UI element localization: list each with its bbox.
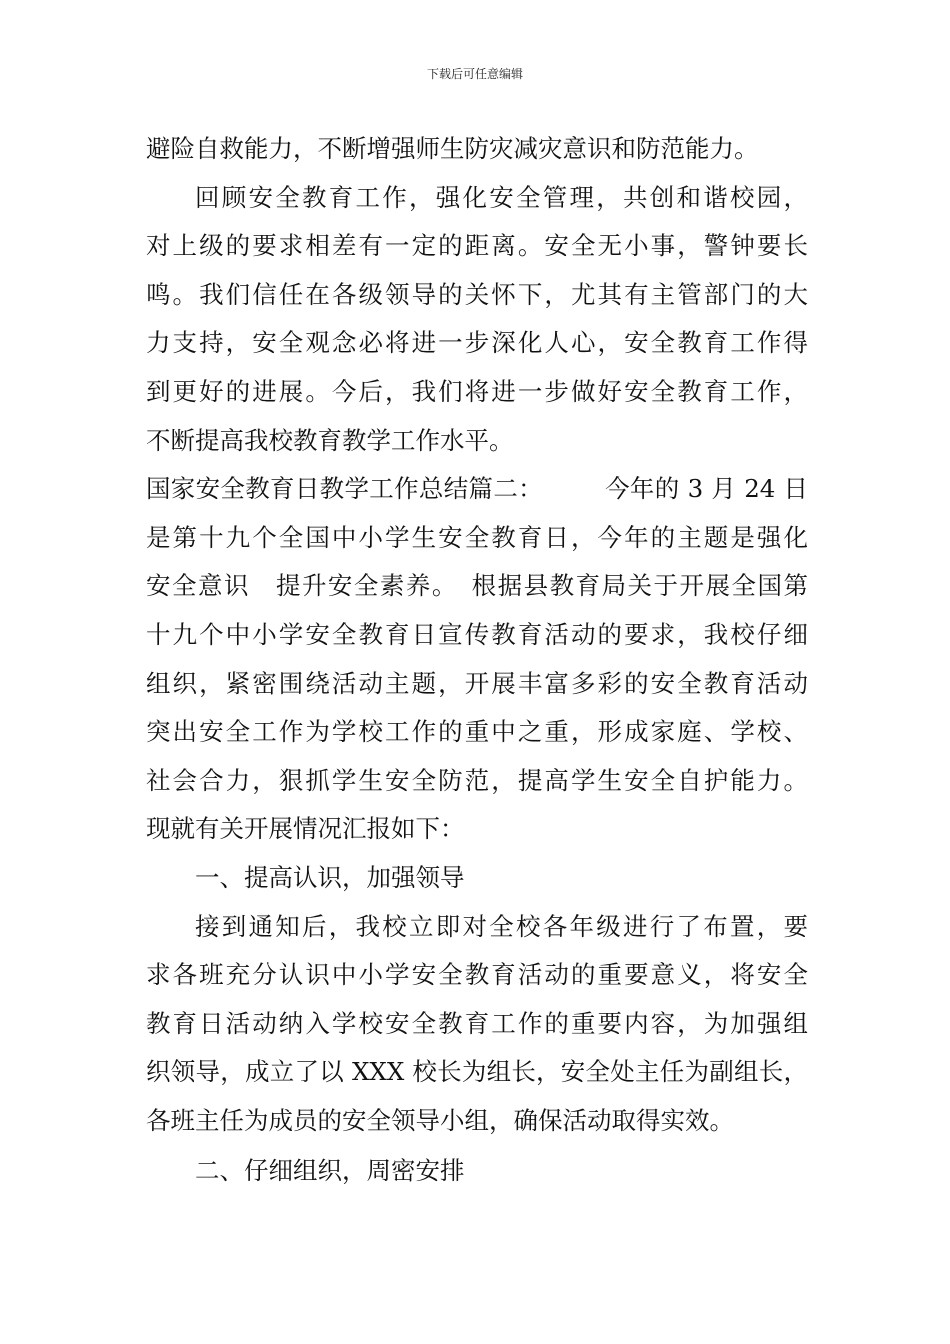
- section-heading-line: 国家安全教育日教学工作总结篇二： 今年的 3 月 24 日: [146, 474, 808, 504]
- text-line: 各班主任为成员的安全领导小组，确保活动取得实效。: [146, 1105, 734, 1135]
- text-line: 接到通知后，我校立即对全校各年级进行了布置，要: [195, 911, 808, 941]
- text-line: 对上级的要求相差有一定的距离。安全无小事，警钟要长: [146, 231, 808, 261]
- text-line: 组织，紧密围绕活动主题，开展丰富多彩的安全教育活动: [146, 668, 808, 698]
- text-line: 力支持，安全观念必将进一步深化人心，安全教育工作得: [146, 328, 808, 358]
- text-line: 鸣。我们信任在各级领导的关怀下，尤其有主管部门的大: [146, 279, 808, 309]
- text-line: 安全意识 提升安全素养。 根据县教育局关于开展全国第: [146, 571, 808, 601]
- text-line: 求各班充分认识中小学安全教育活动的重要意义，将安全: [146, 960, 808, 990]
- document-body: [146, 125, 808, 1196]
- subheading-line: 一、提高认识，加强领导: [195, 862, 465, 892]
- text-line: 避险自救能力，不断增强师生防灾减灾意识和防范能力。: [146, 134, 759, 163]
- text-line: 是第十九个全国中小学生安全教育日，今年的主题是强化: [146, 522, 808, 552]
- text-line: 不断提高我校教育教学工作水平。: [146, 425, 514, 455]
- page-header-note: 下载后可任意编辑: [426, 67, 523, 81]
- text-line: 回顾安全教育工作，强化安全管理，共创和谐校园，: [195, 182, 808, 212]
- text-line: 现就有关开展情况汇报如下：: [146, 814, 465, 844]
- text-line: 织领导，成立了以 XXX 校长为组长，安全处主任为副组长，: [146, 1057, 808, 1087]
- subheading-line: 二、仔细组织，周密安排: [195, 1156, 465, 1186]
- text-line: 教育日活动纳入学校安全教育工作的重要内容，为加强组: [146, 1008, 808, 1038]
- text-line: 社会合力，狠抓学生安全防范，提高学生安全自护能力。: [146, 765, 808, 795]
- text-line: 突出安全工作为学校工作的重中之重，形成家庭、学校、: [146, 717, 808, 747]
- text-line: 十九个中小学安全教育日宣传教育活动的要求，我校仔细: [146, 619, 808, 649]
- text-line: 到更好的进展。今后，我们将进一步做好安全教育工作，: [146, 376, 808, 406]
